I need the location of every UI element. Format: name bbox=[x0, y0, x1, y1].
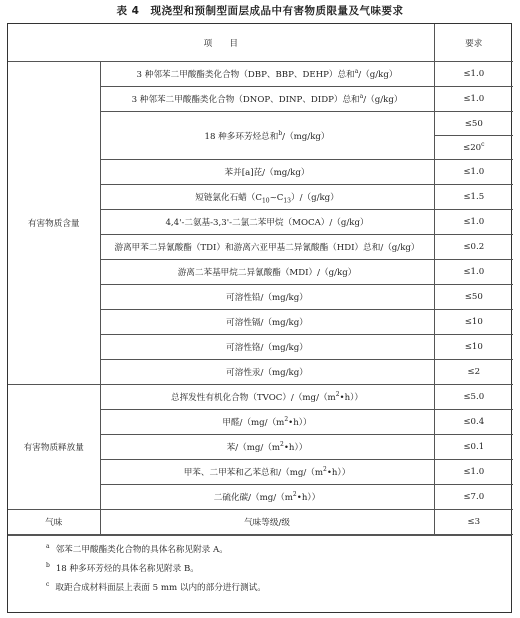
requirement-cell bbox=[434, 210, 513, 235]
table-row bbox=[8, 510, 513, 535]
requirement-cell bbox=[434, 185, 513, 210]
item-cell bbox=[100, 435, 434, 460]
requirement-value: ≤1.0 bbox=[463, 167, 485, 177]
requirement-value: ≤10 bbox=[464, 342, 483, 352]
item-cell bbox=[100, 310, 434, 335]
requirement-value: ≤0.2 bbox=[463, 242, 485, 252]
category-cell: 有害物质释放量 bbox=[8, 385, 100, 510]
requirement-cell bbox=[434, 235, 513, 260]
requirement-cell bbox=[434, 260, 513, 285]
item-text: 二硫化碳/（mg/（m bbox=[213, 493, 293, 503]
item-text: 短链氯化石蜡（C bbox=[195, 193, 262, 203]
requirement-value: ≤3 bbox=[467, 517, 481, 527]
item-text: 游离甲苯二异氰酸酯（TDI）和游离六亚甲基二异氰酸酯（HDI）总和/（g/kg） bbox=[114, 243, 420, 253]
header-requirement: 要求 bbox=[434, 24, 513, 62]
requirement-cell bbox=[434, 87, 513, 112]
table-header-row bbox=[8, 24, 513, 62]
item-text: 可溶性铅/（mg/kg） bbox=[226, 293, 308, 303]
item-text: 可溶性铬/（mg/kg） bbox=[226, 343, 308, 353]
requirement-value: ≤1.0 bbox=[463, 467, 485, 477]
requirement-cell bbox=[434, 62, 513, 87]
item-cell bbox=[100, 160, 434, 185]
category-cell: 有害物质含量 bbox=[8, 62, 100, 385]
item-text: 游离二苯基甲烷二异氰酸酯（MDI）/（g/kg） bbox=[177, 268, 357, 278]
item-text: •h）） bbox=[326, 468, 351, 478]
item-cell bbox=[100, 235, 434, 260]
item-cell bbox=[100, 360, 434, 385]
requirement-value: ≤0.1 bbox=[463, 442, 485, 452]
item-unit: /（g/kg） bbox=[358, 70, 398, 80]
item-text: 3 种邻苯二甲酸酯类化合物（DNOP、DINP、DIDP）总和 bbox=[131, 95, 360, 105]
item-superscript: 2 bbox=[284, 416, 289, 424]
item-superscript: 2 bbox=[335, 391, 340, 399]
limits-table bbox=[8, 24, 513, 535]
item-cell bbox=[100, 185, 434, 210]
item-cell bbox=[100, 112, 434, 160]
requirement-cell bbox=[434, 410, 513, 435]
requirement-value: ≤50 bbox=[464, 292, 483, 302]
requirement-value: ≤1.0 bbox=[463, 267, 485, 277]
limits-table-frame bbox=[7, 23, 512, 613]
item-subscript: 10 bbox=[261, 197, 270, 205]
table-notes bbox=[8, 535, 511, 603]
requirement-value: ≤1.5 bbox=[463, 192, 485, 202]
item-text: 4,4'-二氨基-3,3'-二氯二苯甲烷（MOCA）/（g/kg） bbox=[165, 218, 369, 228]
item-text: 总挥发性有机化合物（TVOC）/（mg/（m bbox=[170, 393, 336, 403]
item-text: 可溶性镉/（mg/kg） bbox=[226, 318, 308, 328]
footnote-mark: b bbox=[278, 129, 283, 137]
requirement-value: ≤2 bbox=[467, 367, 481, 377]
item-text: 甲苯、二甲苯和乙苯总和/（mg/（m bbox=[183, 468, 323, 478]
footnote-mark: c bbox=[46, 581, 50, 589]
requirement-value: ≤7.0 bbox=[463, 492, 485, 502]
item-cell bbox=[100, 410, 434, 435]
item-text: 苯并[a]芘/（mg/kg） bbox=[224, 168, 310, 178]
footnote bbox=[46, 581, 511, 603]
requirement-value: ≤1.0 bbox=[463, 94, 485, 104]
item-cell bbox=[100, 210, 434, 235]
requirement-value: ≤1.0 bbox=[463, 217, 485, 227]
item-cell bbox=[100, 335, 434, 360]
requirement-cell bbox=[434, 460, 513, 485]
footnote-mark: a bbox=[46, 543, 50, 551]
item-cell bbox=[100, 62, 434, 87]
item-text: •h）） bbox=[288, 418, 312, 428]
item-cell bbox=[100, 485, 434, 510]
item-text: ）/（g/kg） bbox=[291, 193, 339, 203]
footnote-mark: c bbox=[481, 140, 485, 148]
footnote bbox=[46, 543, 511, 565]
item-superscript: 2 bbox=[323, 466, 327, 474]
item-text: 18 种多环芳烃总和 bbox=[204, 131, 279, 142]
item-cell bbox=[100, 460, 434, 485]
item-unit: /（mg/kg） bbox=[282, 131, 330, 142]
requirement-cell bbox=[434, 335, 513, 360]
footnote-mark: b bbox=[46, 562, 50, 570]
requirement-cell bbox=[434, 136, 513, 160]
requirement-value: ≤20 bbox=[463, 142, 482, 153]
item-superscript: 2 bbox=[292, 491, 297, 499]
requirement-value: ≤10 bbox=[464, 317, 483, 327]
item-text: 苯/（mg/（m bbox=[226, 443, 281, 453]
footnote-mark: a bbox=[359, 93, 364, 101]
requirement-cell bbox=[434, 385, 513, 410]
table-title: 表 4 现浇型和预制型面层成品中有害物质限量及气味要求 bbox=[116, 5, 404, 17]
requirement-cell bbox=[434, 485, 513, 510]
footnote-text: 18 种多环芳烃的具体名称见附录 B。 bbox=[55, 564, 199, 574]
item-cell bbox=[100, 285, 434, 310]
item-cell bbox=[100, 385, 434, 410]
requirement-value: ≤0.4 bbox=[463, 417, 485, 427]
table-row bbox=[8, 62, 513, 87]
item-text: •h）） bbox=[296, 493, 321, 503]
item-cell bbox=[100, 510, 434, 535]
requirement-value: ≤1.0 bbox=[463, 69, 485, 79]
item-text: •h）） bbox=[339, 393, 364, 403]
footnote-text: 邻苯二甲酸酯类化合物的具体名称见附录 A。 bbox=[55, 545, 228, 555]
item-superscript: 2 bbox=[280, 441, 284, 449]
item-text: 甲醛/（mg/（m bbox=[222, 418, 285, 428]
item-text: 可溶性汞/（mg/kg） bbox=[226, 368, 308, 378]
requirement-value: ≤50 bbox=[464, 118, 483, 129]
item-cell bbox=[100, 87, 434, 112]
requirement-cell bbox=[434, 285, 513, 310]
requirement-cell bbox=[434, 310, 513, 335]
header-item: 项 目 bbox=[8, 24, 434, 62]
item-subscript: 13 bbox=[283, 197, 291, 205]
footnote-text: 取距合成材料面层上表面 5 mm 以内的部分进行测试。 bbox=[55, 583, 266, 593]
item-text: 气味等级/级 bbox=[244, 518, 290, 528]
requirement-cell bbox=[434, 112, 513, 136]
item-text: 3 种邻苯二甲酸酯类化合物（DBP、BBP、DEHP）总和 bbox=[136, 70, 355, 80]
item-unit: /（g/kg） bbox=[363, 95, 403, 105]
requirement-cell bbox=[434, 360, 513, 385]
footnote-mark: a bbox=[354, 68, 359, 76]
requirement-cell bbox=[434, 435, 513, 460]
requirement-cell bbox=[434, 160, 513, 185]
requirement-value: ≤5.0 bbox=[463, 392, 485, 402]
requirement-cell bbox=[434, 510, 513, 535]
item-text: ~C bbox=[269, 193, 284, 203]
footnote bbox=[46, 562, 511, 584]
category-cell: 气味 bbox=[8, 510, 100, 535]
item-text: •h）） bbox=[283, 443, 308, 453]
item-cell bbox=[100, 260, 434, 285]
table-row bbox=[8, 385, 513, 410]
